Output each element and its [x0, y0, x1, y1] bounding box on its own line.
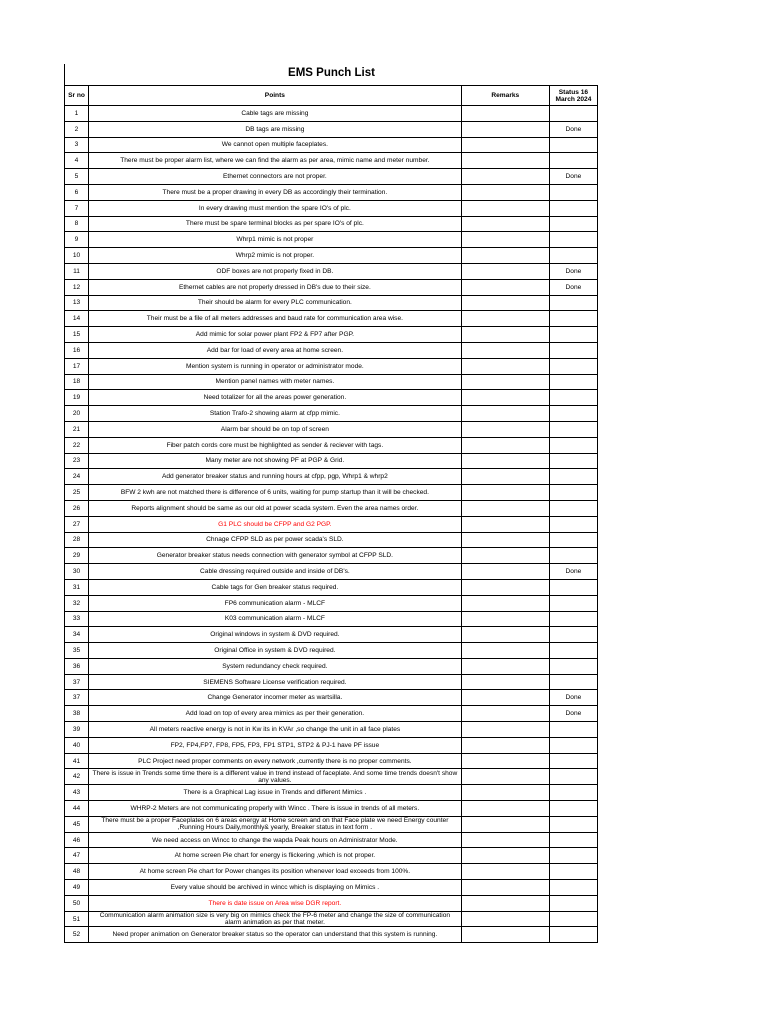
sr-no-cell: 17 — [65, 358, 89, 374]
point-cell: Station Trafo-2 showing alarm at cfpp mimic. — [89, 406, 462, 422]
remarks-cell — [461, 106, 549, 122]
table-row — [65, 627, 598, 643]
point-cell: System redundancy check required. — [89, 658, 462, 674]
remarks-cell — [461, 311, 549, 327]
sr-no-cell: 2 — [65, 121, 89, 137]
table-row — [65, 848, 598, 864]
point-cell: We cannot open multiple faceplates. — [89, 137, 462, 153]
table-row — [65, 390, 598, 406]
table-row — [65, 706, 598, 722]
table-row — [65, 785, 598, 801]
remarks-cell — [461, 500, 549, 516]
remarks-cell — [461, 880, 549, 896]
status-cell — [549, 248, 597, 264]
sr-no-cell: 32 — [65, 595, 89, 611]
status-cell — [549, 390, 597, 406]
remarks-cell — [461, 927, 549, 943]
remarks-cell — [461, 643, 549, 659]
sr-no-cell: 43 — [65, 785, 89, 801]
table-row — [65, 595, 598, 611]
table-row — [65, 564, 598, 580]
remarks-cell — [461, 579, 549, 595]
remarks-cell — [461, 406, 549, 422]
sheet-title: EMS Punch List — [288, 67, 375, 79]
status-cell — [549, 216, 597, 232]
point-cell: Need totalizer for all the areas power generation. — [89, 390, 462, 406]
point-cell: Their should be alarm for every PLC communication. — [89, 295, 462, 311]
sr-no-cell: 46 — [65, 832, 89, 848]
table-row — [65, 311, 598, 327]
point-cell: SIEMENS Software License verification required. — [89, 674, 462, 690]
header-sr-no: Sr no — [65, 86, 89, 106]
status-cell — [549, 374, 597, 390]
table-row — [65, 469, 598, 485]
point-cell: G1 PLC should be CFPP and G2 PGP. — [89, 516, 462, 532]
point-cell: There is date issue on Area wise DGR report. — [89, 895, 462, 911]
status-cell — [549, 548, 597, 564]
table-row — [65, 911, 598, 927]
status-cell — [549, 295, 597, 311]
sr-no-cell: 50 — [65, 895, 89, 911]
remarks-cell — [461, 374, 549, 390]
sr-no-cell: 22 — [65, 437, 89, 453]
point-cell: Add bar for load of every area at home screen. — [89, 342, 462, 358]
status-cell — [549, 848, 597, 864]
remarks-cell — [461, 848, 549, 864]
remarks-cell — [461, 532, 549, 548]
sr-no-cell: 8 — [65, 216, 89, 232]
status-cell — [549, 153, 597, 169]
remarks-cell — [461, 485, 549, 501]
table-row — [65, 880, 598, 896]
sr-no-cell: 31 — [65, 579, 89, 595]
table-row — [65, 121, 598, 137]
table-row — [65, 137, 598, 153]
sr-no-cell: 1 — [65, 106, 89, 122]
table-row — [65, 453, 598, 469]
table-row — [65, 769, 598, 785]
point-cell: At home screen Pie chart for energy is flickering ,which is not proper. — [89, 848, 462, 864]
table-row — [65, 169, 598, 185]
table-body — [65, 106, 598, 943]
status-cell — [549, 643, 597, 659]
point-cell: There must be proper alarm list, where we can find the alarm as per area, mimic name and meter number. — [89, 153, 462, 169]
sr-no-cell: 4 — [65, 153, 89, 169]
table-row — [65, 532, 598, 548]
remarks-cell — [461, 342, 549, 358]
status-cell — [549, 832, 597, 848]
point-cell: Original Office in system & DVD required. — [89, 643, 462, 659]
sr-no-cell: 19 — [65, 390, 89, 406]
status-cell — [549, 485, 597, 501]
sr-no-cell: 49 — [65, 880, 89, 896]
point-cell: BFW 2 kwh are not matched there is difference of 6 units, waiting for pump startup than it will be checked. — [89, 485, 462, 501]
point-cell: WHRP-2 Meters are not communicating properly with Wincc . There is issue in trends of all meters. — [89, 801, 462, 817]
remarks-cell — [461, 200, 549, 216]
table-row — [65, 327, 598, 343]
status-cell — [549, 595, 597, 611]
status-cell: Done — [549, 169, 597, 185]
point-cell: Add generator breaker status and running hours at cfpp, pgp, Whrp1 & whrp2 — [89, 469, 462, 485]
table-row — [65, 674, 598, 690]
status-cell — [549, 437, 597, 453]
status-cell — [549, 674, 597, 690]
point-cell: Ethernet connectors are not proper. — [89, 169, 462, 185]
point-cell: Add mimic for solar power plant FP2 & FP7 after PGP. — [89, 327, 462, 343]
table-row — [65, 485, 598, 501]
table-row — [65, 801, 598, 817]
sr-no-cell: 33 — [65, 611, 89, 627]
status-cell: Done — [549, 690, 597, 706]
point-cell: ODF boxes are not properly fixed in DB. — [89, 263, 462, 279]
status-cell — [549, 406, 597, 422]
status-cell — [549, 722, 597, 738]
point-cell: Cable dressing required outside and inside of DB's. — [89, 564, 462, 580]
header-row — [65, 86, 598, 106]
point-cell: At home screen Pie chart for Power changes its position whenever load exceeds from 100%. — [89, 864, 462, 880]
remarks-cell — [461, 248, 549, 264]
table-row — [65, 500, 598, 516]
remarks-cell — [461, 453, 549, 469]
table-row — [65, 406, 598, 422]
remarks-cell — [461, 722, 549, 738]
status-cell — [549, 627, 597, 643]
status-cell — [549, 516, 597, 532]
sr-no-cell: 3 — [65, 137, 89, 153]
remarks-cell — [461, 658, 549, 674]
sr-no-cell: 26 — [65, 500, 89, 516]
status-cell — [549, 911, 597, 927]
point-cell: Mention panel names with meter names. — [89, 374, 462, 390]
table-row — [65, 722, 598, 738]
remarks-cell — [461, 184, 549, 200]
table-row — [65, 216, 598, 232]
sr-no-cell: 51 — [65, 911, 89, 927]
point-cell: Change Generator incomer meter as wartsilla. — [89, 690, 462, 706]
sr-no-cell: 36 — [65, 658, 89, 674]
status-cell — [549, 327, 597, 343]
point-cell: Add load on top of every area mimics as per their generation. — [89, 706, 462, 722]
point-cell: Many meter are not showing PF at PGP & Grid. — [89, 453, 462, 469]
point-cell: Chnage CFPP SLD as per power scada's SLD. — [89, 532, 462, 548]
table-row — [65, 927, 598, 943]
point-cell: There is a Graphical Lag issue in Trends and different Mimics . — [89, 785, 462, 801]
status-cell — [549, 895, 597, 911]
sr-no-cell: 21 — [65, 421, 89, 437]
sr-no-cell: 39 — [65, 722, 89, 738]
status-cell: Done — [549, 121, 597, 137]
sr-no-cell: 42 — [65, 769, 89, 785]
point-cell: Ethernet cables are not properly dressed in DB's due to their size. — [89, 279, 462, 295]
sr-no-cell: 28 — [65, 532, 89, 548]
sr-no-cell: 41 — [65, 753, 89, 769]
point-cell: All meters reactive energy is not in Kw its in KVAr ,so change the unit in all face plates — [89, 722, 462, 738]
status-cell — [549, 342, 597, 358]
remarks-cell — [461, 295, 549, 311]
remarks-cell — [461, 816, 549, 832]
point-cell: Cable tags for Gen breaker status required. — [89, 579, 462, 595]
point-cell: Need proper animation on Generator breaker status so the operator can understand that this system is running. — [89, 927, 462, 943]
point-cell: Whrp1 mimic is not proper — [89, 232, 462, 248]
punch-list-table — [64, 85, 598, 943]
table-row — [65, 690, 598, 706]
sr-no-cell: 15 — [65, 327, 89, 343]
remarks-cell — [461, 801, 549, 817]
remarks-cell — [461, 737, 549, 753]
sr-no-cell: 5 — [65, 169, 89, 185]
remarks-cell — [461, 548, 549, 564]
remarks-cell — [461, 358, 549, 374]
point-cell: Generator breaker status needs connection with generator symbol at CFPP SLD. — [89, 548, 462, 564]
sr-no-cell: 18 — [65, 374, 89, 390]
point-cell: FP2, FP4,FP7, FP8, FP5, FP3, FP1 STP1, STP2 & PJ-1 have PF issue — [89, 737, 462, 753]
table-row — [65, 579, 598, 595]
status-cell — [549, 421, 597, 437]
status-cell — [549, 816, 597, 832]
point-cell: PLC Project need proper comments on every network ,currently there is no proper comments. — [89, 753, 462, 769]
title-row — [64, 64, 598, 85]
status-cell — [549, 469, 597, 485]
remarks-cell — [461, 785, 549, 801]
table-row — [65, 516, 598, 532]
status-cell: Done — [549, 279, 597, 295]
sr-no-cell: 25 — [65, 485, 89, 501]
sr-no-cell: 24 — [65, 469, 89, 485]
remarks-cell — [461, 595, 549, 611]
remarks-cell — [461, 769, 549, 785]
remarks-cell — [461, 153, 549, 169]
header-points: Points — [89, 86, 462, 106]
status-cell — [549, 658, 597, 674]
sr-no-cell: 7 — [65, 200, 89, 216]
point-cell: Cable tags are missing — [89, 106, 462, 122]
status-cell: Done — [549, 564, 597, 580]
point-cell: There must be a proper drawing in every DB as accordingly their termination. — [89, 184, 462, 200]
status-cell — [549, 864, 597, 880]
remarks-cell — [461, 911, 549, 927]
sr-no-cell: 14 — [65, 311, 89, 327]
point-cell: Mention system is running in operator or administrator mode. — [89, 358, 462, 374]
status-cell — [549, 500, 597, 516]
sr-no-cell: 44 — [65, 801, 89, 817]
sr-no-cell: 37 — [65, 690, 89, 706]
sr-no-cell: 23 — [65, 453, 89, 469]
remarks-cell — [461, 121, 549, 137]
remarks-cell — [461, 232, 549, 248]
status-cell — [549, 785, 597, 801]
point-cell: FP6 communication alarm - MLCF — [89, 595, 462, 611]
sr-no-cell: 20 — [65, 406, 89, 422]
sr-no-cell: 30 — [65, 564, 89, 580]
punch-list-sheet — [64, 64, 598, 943]
table-row — [65, 358, 598, 374]
sr-no-cell: 11 — [65, 263, 89, 279]
remarks-cell — [461, 137, 549, 153]
status-cell — [549, 801, 597, 817]
remarks-cell — [461, 421, 549, 437]
remarks-cell — [461, 674, 549, 690]
remarks-cell — [461, 690, 549, 706]
sr-no-cell: 48 — [65, 864, 89, 880]
status-cell — [549, 137, 597, 153]
table-row — [65, 437, 598, 453]
status-cell — [549, 200, 597, 216]
remarks-cell — [461, 390, 549, 406]
remarks-cell — [461, 895, 549, 911]
point-cell: K03 communication alarm - MLCF — [89, 611, 462, 627]
table-row — [65, 184, 598, 200]
sr-no-cell: 35 — [65, 643, 89, 659]
table-row — [65, 153, 598, 169]
remarks-cell — [461, 516, 549, 532]
sr-no-cell: 37 — [65, 674, 89, 690]
point-cell: There is issue in Trends some time there is a different value in trend instead of faceplate. And some time trends doesn't show any values. — [89, 769, 462, 785]
sr-no-cell: 29 — [65, 548, 89, 564]
table-row — [65, 263, 598, 279]
table-row — [65, 200, 598, 216]
table-row — [65, 248, 598, 264]
status-cell — [549, 358, 597, 374]
table-row — [65, 737, 598, 753]
sr-no-cell: 27 — [65, 516, 89, 532]
point-cell: In every drawing must mention the spare IO's of plc. — [89, 200, 462, 216]
table-row — [65, 895, 598, 911]
table-row — [65, 864, 598, 880]
remarks-cell — [461, 627, 549, 643]
status-cell: Done — [549, 263, 597, 279]
table-row — [65, 342, 598, 358]
point-cell: Their must be a file of all meters addresses and baud rate for communication area wise. — [89, 311, 462, 327]
table-row — [65, 832, 598, 848]
point-cell: DB tags are missing — [89, 121, 462, 137]
status-cell — [549, 453, 597, 469]
table-row — [65, 816, 598, 832]
status-cell — [549, 579, 597, 595]
sr-no-cell: 6 — [65, 184, 89, 200]
remarks-cell — [461, 469, 549, 485]
point-cell: Original windows in system & DVD required. — [89, 627, 462, 643]
sr-no-cell: 45 — [65, 816, 89, 832]
table-row — [65, 548, 598, 564]
point-cell: Fiber patch cords core must be highlighted as sender & reciever with tags. — [89, 437, 462, 453]
remarks-cell — [461, 263, 549, 279]
status-cell — [549, 106, 597, 122]
status-cell — [549, 753, 597, 769]
status-cell — [549, 232, 597, 248]
sr-no-cell: 16 — [65, 342, 89, 358]
table-row — [65, 753, 598, 769]
point-cell: Reports alignment should be same as our old at power scada system. Even the area names order. — [89, 500, 462, 516]
status-cell — [549, 880, 597, 896]
point-cell: We need access on Wincc to change the wapda Peak hours on Administrator Mode. — [89, 832, 462, 848]
table-row — [65, 658, 598, 674]
table-row — [65, 421, 598, 437]
point-cell: Alarm bar should be on top of screen — [89, 421, 462, 437]
table-row — [65, 374, 598, 390]
table-row — [65, 106, 598, 122]
status-cell — [549, 611, 597, 627]
point-cell: Whrp2 mimic is not proper. — [89, 248, 462, 264]
sr-no-cell: 47 — [65, 848, 89, 864]
remarks-cell — [461, 327, 549, 343]
status-cell — [549, 184, 597, 200]
remarks-cell — [461, 753, 549, 769]
remarks-cell — [461, 437, 549, 453]
table-row — [65, 643, 598, 659]
remarks-cell — [461, 611, 549, 627]
sr-no-cell: 10 — [65, 248, 89, 264]
table-row — [65, 232, 598, 248]
sr-no-cell: 9 — [65, 232, 89, 248]
header-status: Status 16 March 2024 — [549, 86, 597, 106]
remarks-cell — [461, 564, 549, 580]
status-cell: Done — [549, 706, 597, 722]
sr-no-cell: 34 — [65, 627, 89, 643]
remarks-cell — [461, 706, 549, 722]
sr-no-cell: 12 — [65, 279, 89, 295]
table-row — [65, 611, 598, 627]
sr-no-cell: 52 — [65, 927, 89, 943]
remarks-cell — [461, 832, 549, 848]
status-cell — [549, 769, 597, 785]
header-remarks: Remarks — [461, 86, 549, 106]
point-cell: There must be spare terminal blocks as per spare IO's of plc. — [89, 216, 462, 232]
remarks-cell — [461, 169, 549, 185]
status-cell — [549, 927, 597, 943]
point-cell: Every value should be archived in wincc which is displaying on Mimics . — [89, 880, 462, 896]
status-cell — [549, 532, 597, 548]
table-row — [65, 295, 598, 311]
table-row — [65, 279, 598, 295]
sr-no-cell: 13 — [65, 295, 89, 311]
point-cell: There must be a proper Faceplates on 6 areas energy at Home screen and on that Face plate we need Energy counter ,Running Hours Daily,monthly& yearly, Breaker status in text form . — [89, 816, 462, 832]
sr-no-cell: 40 — [65, 737, 89, 753]
status-cell — [549, 737, 597, 753]
remarks-cell — [461, 216, 549, 232]
remarks-cell — [461, 279, 549, 295]
status-cell — [549, 311, 597, 327]
remarks-cell — [461, 864, 549, 880]
point-cell: Communication alarm animation size is very big on mimics check the FP-6 meter and change the size of communication alarm animation as per that meter. — [89, 911, 462, 927]
sr-no-cell: 38 — [65, 706, 89, 722]
